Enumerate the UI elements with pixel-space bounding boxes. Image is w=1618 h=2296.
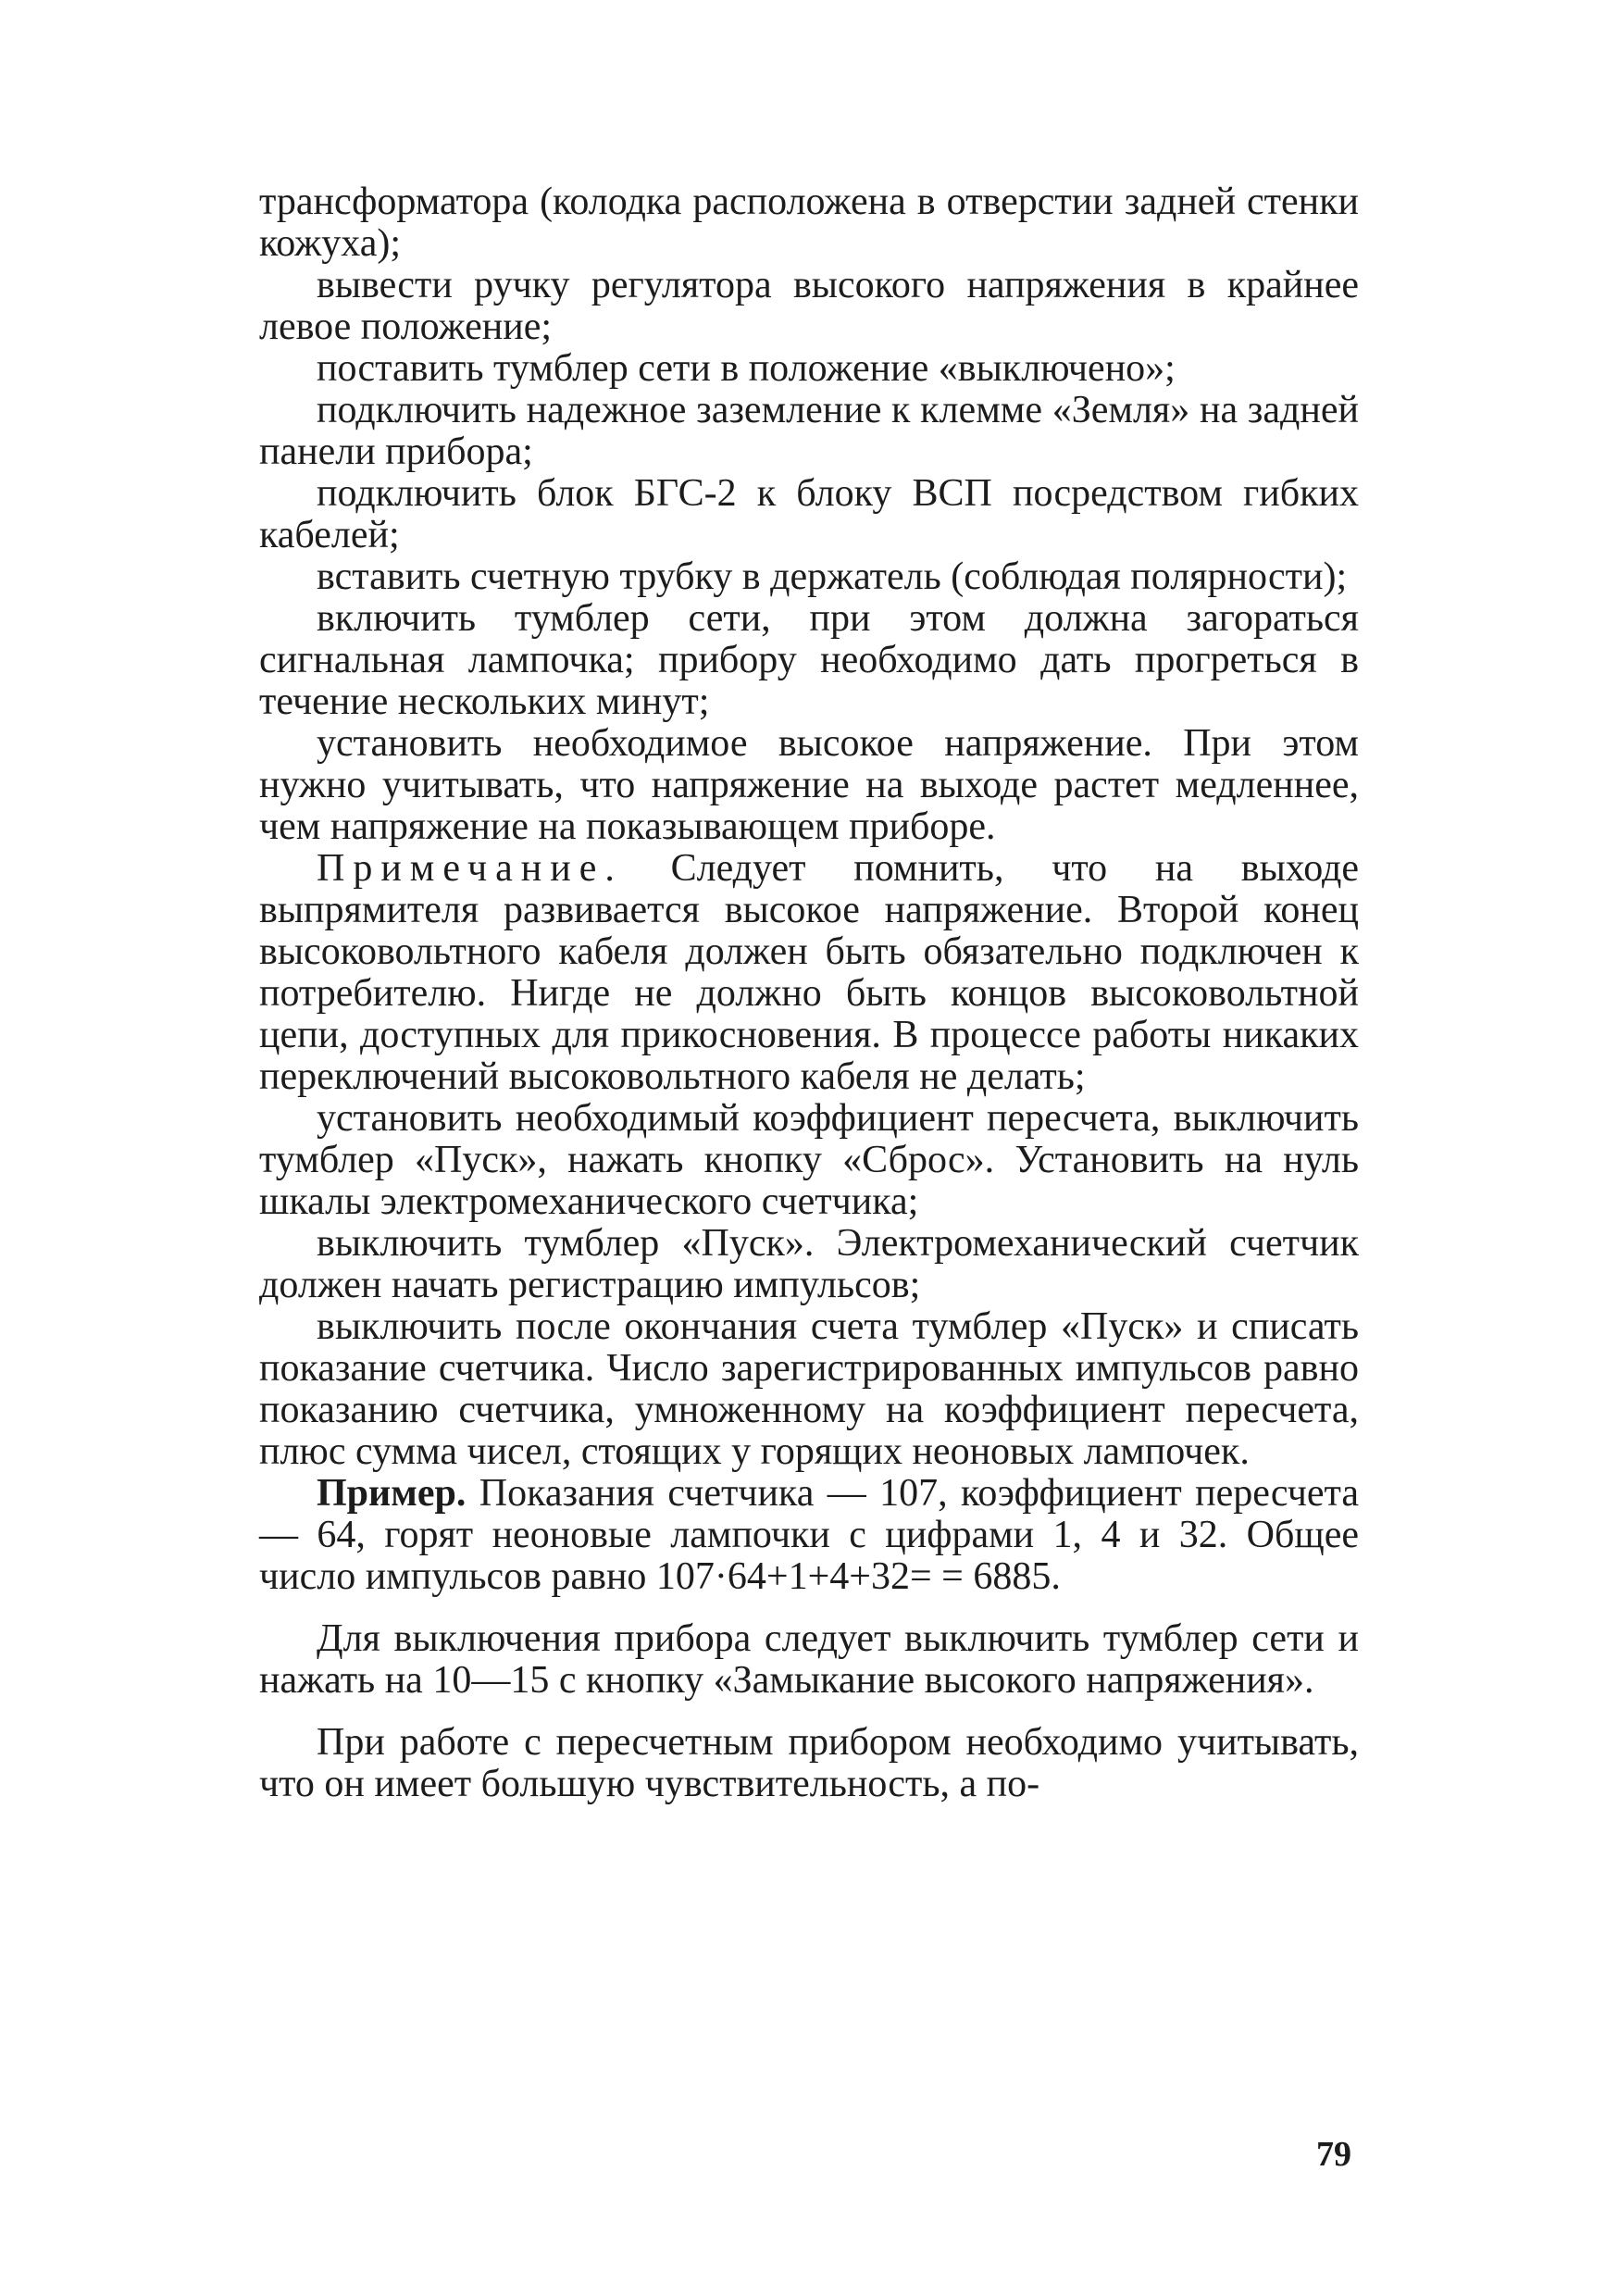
page-number: 79 — [1316, 2135, 1351, 2174]
paragraph-start: выключить тумблер «Пуск». Электромеханический счетчик должен начать регистрацию импульсов; — [259, 1222, 1359, 1306]
example-label: Пример. — [317, 1472, 467, 1515]
paragraph-transformer: трансформатора (колодка расположена в отверстии задней стенки кожуха); — [259, 181, 1359, 265]
paragraph-set-voltage: установить необходимое высокое напряжение. При этом нужно учитывать, что напряжение на выходе растет медленнее, чем напряжение на показывающем приборе. — [259, 722, 1359, 848]
paragraph-switch-on: включить тумблер сети, при этом должна загораться сигнальная лампочка; прибору необходимо дать прогреться в течение нескольких минут; — [259, 597, 1359, 723]
note-label: Примечание. — [317, 847, 623, 890]
example-text: Показания счетчика — 107, коэффициент пересчета — 64, горят неоновые лампочки с цифрами 1, 4 и 32. Общее число импульсов равно 107·64+1+4+32= = 6885. — [259, 1472, 1359, 1598]
paragraph-insert-tube: вставить счетную трубку в держатель (соблюдая полярности); — [317, 555, 1348, 598]
note-text: Следует помнить, что на выходе выпрямителя развивается высокое напряжение. Второй конец высоковольтного кабеля должен быть обязательно подключен к потребителю. Нигде не должно быть концов высоковольтной цепи, доступных для прикосновения. В процессе работы никаких переключений высоковольтного кабеля не делать; — [259, 847, 1359, 1098]
paragraph-set-coefficient: установить необходимый коэффициент пересчета, выключить тумблер «Пуск», нажать кнопку «Сброс». Установить на нуль шкалы электромеханического счетчика; — [259, 1097, 1359, 1223]
paragraph-grounding: подключить надежное заземление к клемме «Земля» на задней панели прибора; — [259, 389, 1359, 473]
paragraph-connect-block: подключить блок БГС-2 к блоку ВСП посредством гибких кабелей; — [259, 472, 1359, 556]
paragraph-read-counter: выключить после окончания счета тумблер «Пуск» и списать показание счетчика. Число зарегистрированных импульсов равно показанию счетчика, умноженному на коэффициент пересчета, плюс сумма чисел, стоящих у горящих неоновых лампочек. — [259, 1305, 1359, 1473]
paragraph-sensitivity: При работе с пересчетным прибором необходимо учитывать, что он имеет большую чувствительность, а по- — [259, 1721, 1359, 1805]
page-body — [259, 181, 1359, 1805]
note-paragraph — [259, 848, 1359, 1098]
paragraph-regulator: вывести ручку регулятора высокого напряжения в крайнее левое положение; — [259, 264, 1359, 348]
paragraph-switch-off: поставить тумблер сети в положение «выключено»; — [317, 347, 1176, 390]
paragraph-shutdown: Для выключения прибора следует выключить тумблер сети и нажать на 10—15 с кнопку «Замыкание высокого напряжения». — [259, 1617, 1359, 1702]
example-paragraph — [259, 1473, 1359, 1598]
